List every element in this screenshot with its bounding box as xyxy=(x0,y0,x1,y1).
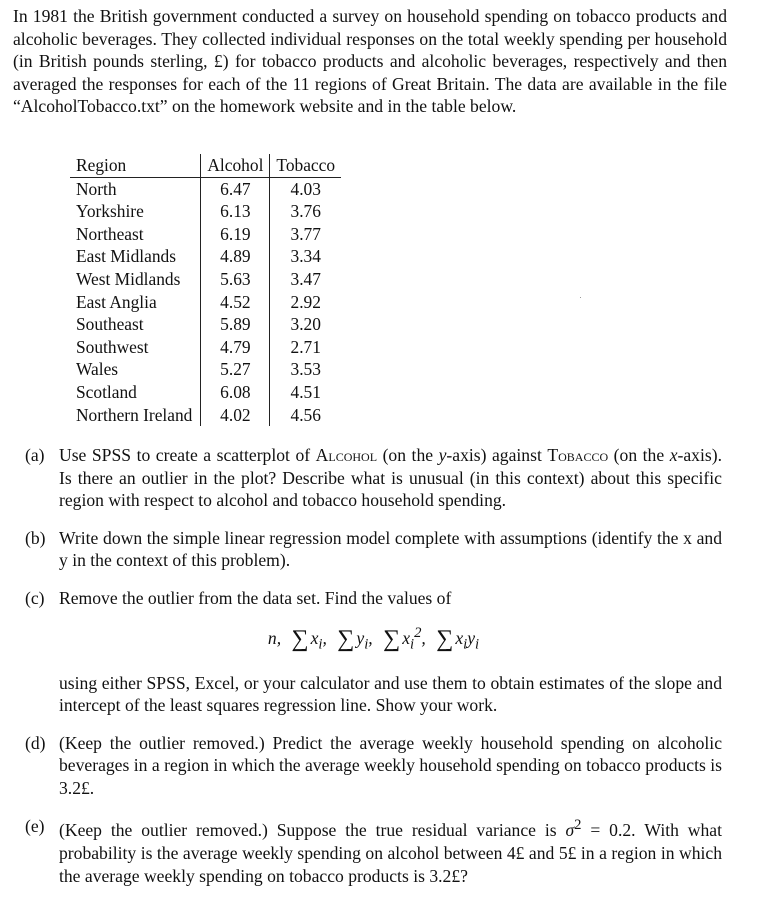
tobacco-cell: 3.47 xyxy=(270,268,341,291)
tobacco-cell: 4.03 xyxy=(270,177,341,200)
question-c xyxy=(25,587,722,717)
question-b xyxy=(25,527,722,572)
table-row xyxy=(70,336,341,359)
question-e-label: (e) xyxy=(25,815,45,836)
region-cell: Northern Ireland xyxy=(76,404,193,425)
question-d-text: (Keep the outlier removed.) Predict the average weekly household spending on alcoholic beverages in a region in which the average weekly household spending on tobacco products is 3.2£. xyxy=(59,732,722,798)
table-header-row xyxy=(70,154,341,177)
tobacco-cell: 3.77 xyxy=(270,223,341,246)
tobacco-cell: 3.76 xyxy=(270,200,341,223)
header-alcohol: Alcohol xyxy=(201,154,270,177)
table-row xyxy=(70,291,341,314)
alcohol-cell: 5.27 xyxy=(201,358,270,381)
table-row xyxy=(70,358,341,381)
alcohol-cell: 4.89 xyxy=(201,245,270,268)
alcohol-cell: 4.79 xyxy=(201,336,270,359)
region-cell: Wales xyxy=(76,359,119,380)
tobacco-cell: 3.20 xyxy=(270,313,341,336)
region-cell: North xyxy=(76,178,117,199)
header-region: Region xyxy=(76,155,127,175)
region-cell: East Midlands xyxy=(76,246,176,267)
alcohol-cell: 6.19 xyxy=(201,223,270,246)
table-row xyxy=(70,268,341,291)
tobacco-cell: 3.53 xyxy=(270,358,341,381)
stray-dot xyxy=(580,297,581,298)
question-b-label: (b) xyxy=(25,527,46,548)
intro-paragraph: In 1981 the British government conducted a survey on household spending on tobacco products and alcoholic beverages. They collected individual responses on the total weekly spending per household (in British pounds sterling, £) for tobacco products and alcoholic beverages, respectively and then averaged the responses for each of the 11 regions of Great Britain. The data are available in the file “AlcoholTobacco.txt” on the homework website and in the table below. xyxy=(13,6,727,117)
table-row xyxy=(70,313,341,336)
question-d xyxy=(25,732,722,800)
alcohol-cell: 5.63 xyxy=(201,268,270,291)
table-row xyxy=(70,245,341,268)
data-table xyxy=(70,154,341,426)
table-row xyxy=(70,381,341,404)
alcohol-cell: 4.52 xyxy=(201,291,270,314)
region-cell: Scotland xyxy=(76,381,137,402)
question-b-text: Write down the simple linear regression model complete with assumptions (identify the x and y in the context of this problem). xyxy=(59,527,722,571)
tobacco-cell: 4.56 xyxy=(270,404,341,427)
alcohol-cell: 6.08 xyxy=(201,381,270,404)
region-cell: Yorkshire xyxy=(76,201,144,222)
header-tobacco: Tobacco xyxy=(270,154,341,177)
alcohol-cell: 6.47 xyxy=(201,177,270,200)
region-cell: West Midlands xyxy=(76,268,181,289)
table-row xyxy=(70,404,341,427)
alcohol-cell: 4.02 xyxy=(201,404,270,427)
question-d-label: (d) xyxy=(25,732,46,753)
question-a xyxy=(25,444,722,512)
region-cell: East Anglia xyxy=(76,291,157,312)
question-c-text-1: Remove the outlier from the data set. Find the values of xyxy=(59,587,452,608)
region-cell: Southeast xyxy=(76,314,144,335)
question-e xyxy=(25,815,722,888)
region-cell: Southwest xyxy=(76,336,149,357)
question-list xyxy=(25,444,722,902)
question-c-text-2: using either SPSS, Excel, or your calculator and use them to obtain estimates of the slope and intercept of the least squares regression line. Show your work. xyxy=(59,672,722,716)
question-c-label: (c) xyxy=(25,587,45,608)
alcohol-cell: 6.13 xyxy=(201,200,270,223)
region-cell: Northeast xyxy=(76,223,144,244)
summation-formula: n, ∑ $x_i$, ∑ $y_i$, ∑ $x_i^2$, ∑ $x_iy_i$ xyxy=(267,624,480,653)
alcohol-cell: 5.89 xyxy=(201,313,270,336)
table-row xyxy=(70,223,341,246)
tobacco-cell: 2.71 xyxy=(270,336,341,359)
tobacco-cell: 3.34 xyxy=(270,245,341,268)
question-a-label: (a) xyxy=(25,445,45,465)
question-a-text: Use SPSS to create a scatterplot of Alcohol (on the y-axis) against Tobacco (on the x-axis). Is there an outlier in the plot? Describe what is unusual (in this context) about this specific region with respect to alcohol and tobacco household spending. xyxy=(59,445,722,511)
tobacco-cell: 2.92 xyxy=(270,291,341,314)
table-row xyxy=(70,200,341,223)
table-row xyxy=(70,177,341,200)
question-e-text: (Keep the outlier removed.) Suppose the true residual variance is $\sigma^2 = 0.2$. With what probability is the average weekly spending on alcohol between 4£ and 5£ in a region in which the average weekly spending on tobacco products is 3.2£? xyxy=(59,817,722,886)
tobacco-cell: 4.51 xyxy=(270,381,341,404)
